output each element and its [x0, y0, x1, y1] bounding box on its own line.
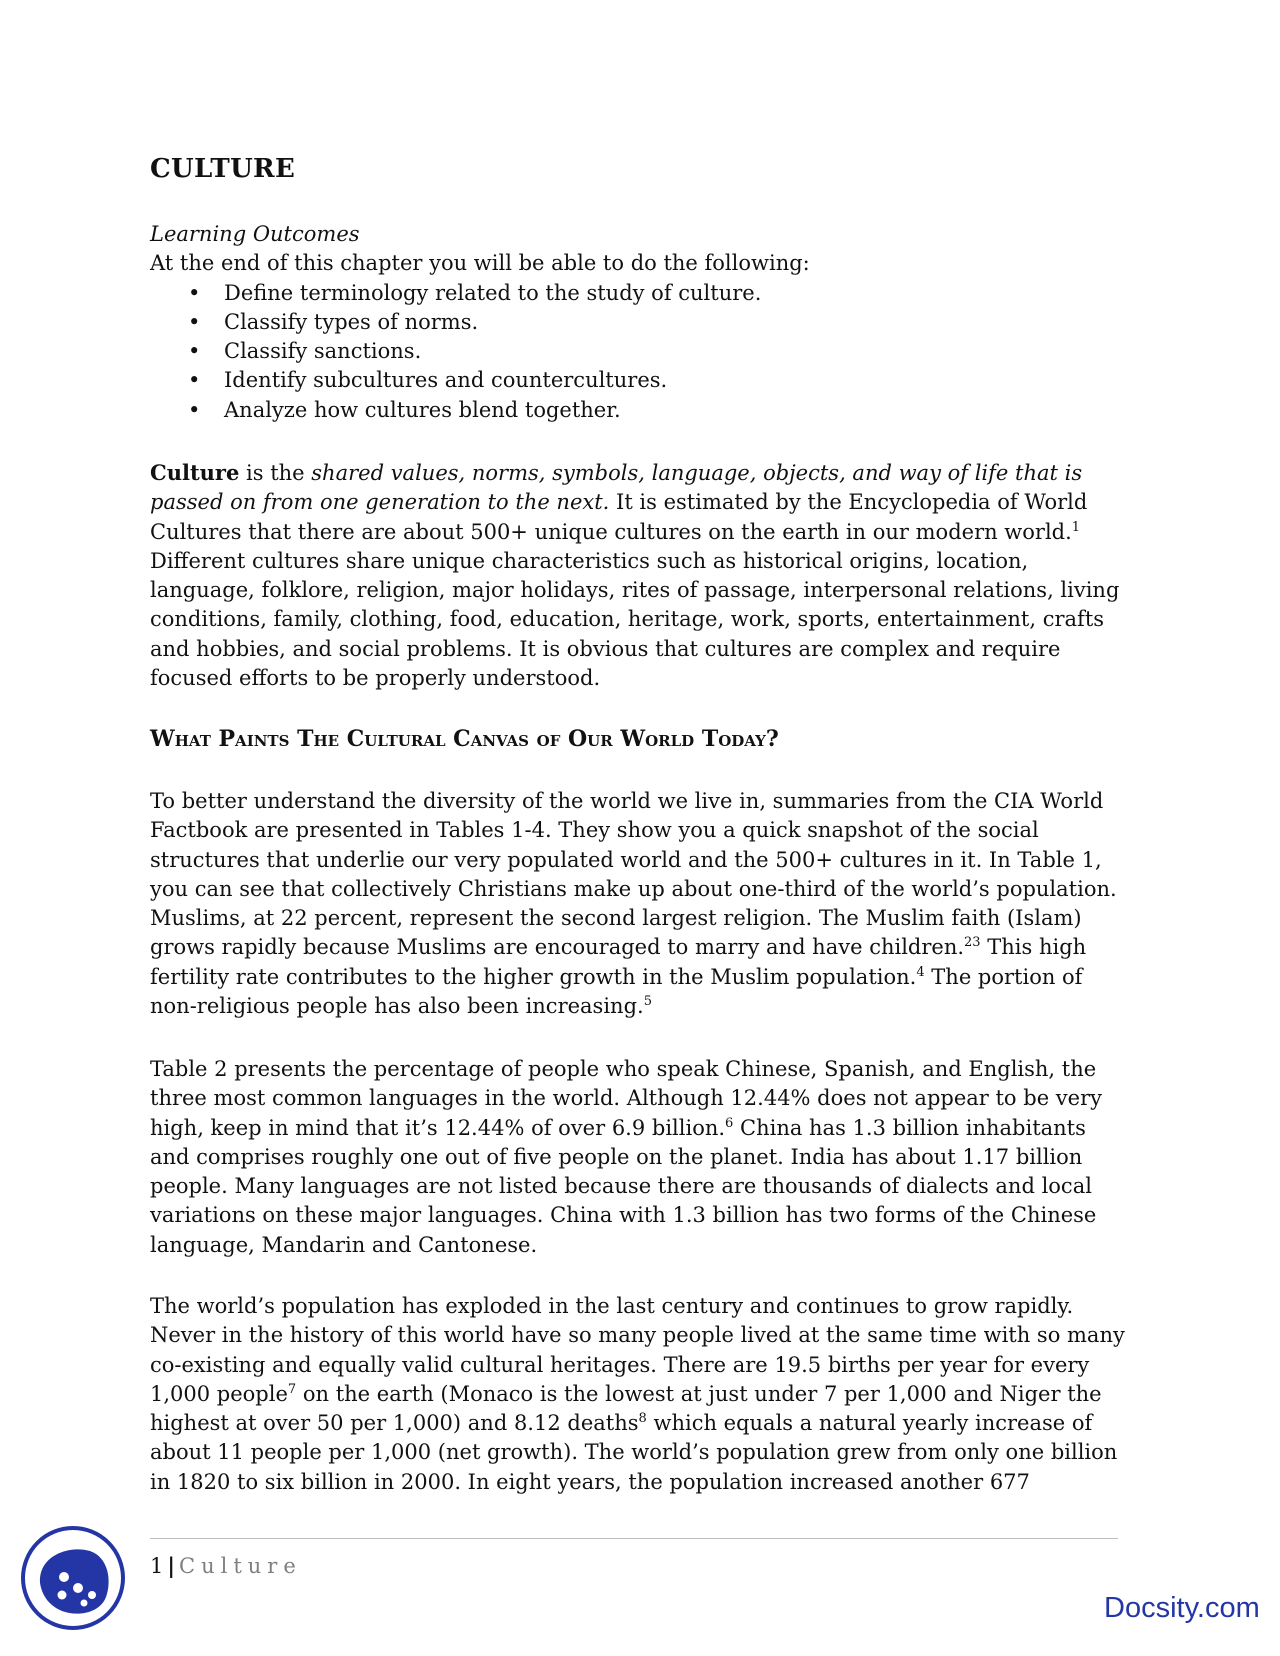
section-heading: What Paints The Cultural Canvas of Our World Today?	[150, 726, 779, 752]
page-title: CULTURE	[150, 154, 296, 184]
body-paragraph	[150, 787, 1125, 1021]
bullet-icon: •	[188, 339, 201, 364]
text-run: which equals a natural yearly increase of about 11 people per 1,000 (net growth). The world’s population grew from only one billion in 1820 to six billion in 2000. In eight years, the population increased another 677	[150, 1411, 1118, 1494]
footnote-ref: 8	[638, 1411, 647, 1427]
learning-outcomes-heading: Learning Outcomes	[150, 222, 360, 246]
list-item-text: Identify subcultures and countercultures.	[224, 368, 668, 393]
list-item	[150, 308, 1125, 337]
culture-definition: shared values, norms, symbols, language, objects, and way of life that is passed on from one generation to the next.	[150, 461, 1083, 515]
footnote-ref: 23	[964, 935, 981, 951]
text-run: This high fertility rate contributes to the higher growth in the Muslim population.	[150, 935, 1087, 989]
list-item	[150, 366, 1125, 395]
page-number: 1	[150, 1554, 164, 1578]
footer-separator: |	[167, 1553, 176, 1578]
learning-outcomes	[150, 220, 1125, 425]
list-item-text: Define terminology related to the study of culture.	[224, 280, 762, 305]
text-run: To better understand the diversity of the world we live in, summaries from the CIA World Factbook are presented in Tables 1-4. They show you a quick snapshot of the social structures that underlie our very populated world and the 500+ cultures in it. In Table 1, you can see that collectively Christians make up about one-third of the world’s population. Muslims, at 22 percent, represent the second largest religion. The Muslim faith (Islam) grows rapidly because Muslims are encouraged to marry and have children.	[150, 789, 1117, 960]
page-footer	[150, 1553, 302, 1578]
text-run: It is estimated by the Encyclopedia of World Cultures that there are about 500+ unique cultures on the earth in our modern world.	[150, 490, 1088, 544]
body-paragraph	[150, 1055, 1125, 1260]
docsity-watermark[interactable]: Docsity.com	[1104, 1592, 1260, 1624]
text-run: is the	[239, 461, 312, 485]
list-item-text: Classify sanctions.	[224, 339, 422, 364]
bullet-icon: •	[188, 280, 201, 305]
footnote-ref: 1	[1071, 519, 1081, 535]
outcomes-list	[150, 279, 1125, 425]
list-item	[150, 396, 1125, 425]
footer-chapter-title: Culture	[179, 1554, 302, 1578]
list-item	[150, 279, 1125, 308]
culture-term: Culture	[150, 460, 240, 485]
list-item-text: Analyze how cultures blend together.	[224, 397, 621, 422]
footer-divider	[150, 1538, 1118, 1539]
bullet-icon: •	[188, 368, 201, 393]
culture-definition-paragraph	[150, 458, 1125, 693]
list-item	[150, 337, 1125, 366]
footnote-ref: 6	[725, 1115, 734, 1131]
list-item-text: Classify types of norms.	[224, 309, 479, 334]
body-paragraph	[150, 1292, 1125, 1497]
text-run: Different cultures share unique characteristics such as historical origins, location, language, folklore, religion, major holidays, rites of passage, interpersonal relations, living conditions, family, clothing, food, education, heritage, work, sports, entertainment, crafts and hobbies, and social problems. It is obvious that cultures are complex and require focused efforts to be properly understood.	[150, 548, 1120, 691]
text-run: Table 2 presents the percentage of people who speak Chinese, Spanish, and English, the three most common languages in the world. Although 12.44% does not appear to be very high, keep in mind that it’s 12.44% of over 6.9 billion.	[150, 1057, 1102, 1140]
text-run: China has 1.3 billion inhabitants and comprises roughly one out of five people on the planet. India has about 1.17 billion people. Many languages are not listed because there are thousands of dialects and local variations on these major languages. China with 1.3 billion has two forms of the Chinese language, Mandarin and Cantonese.	[150, 1115, 1097, 1257]
footnote-ref: 4	[916, 964, 925, 980]
text-run: The portion of non-religious people has also been increasing.	[150, 964, 1083, 1019]
footnote-ref: 7	[287, 1381, 297, 1397]
text-run: The world’s population has exploded in the last century and continues to grow rapidly. Never in the history of this world have so many people lived at the same time with so many co-existing and equally valid cultural heritages. There are 19.5 births per year for every 1,000 people	[150, 1294, 1125, 1406]
docsity-logo-icon	[20, 1525, 126, 1631]
learning-outcomes-intro: At the end of this chapter you will be able to do the following:	[150, 251, 810, 276]
bullet-icon: •	[188, 309, 201, 334]
text-run: on the earth (Monaco is the lowest at just under 7 per 1,000 and Niger the highest at over 50 per 1,000) and 8.12 deaths	[150, 1381, 1102, 1436]
bullet-icon: •	[188, 397, 201, 422]
footnote-ref: 5	[643, 994, 652, 1010]
